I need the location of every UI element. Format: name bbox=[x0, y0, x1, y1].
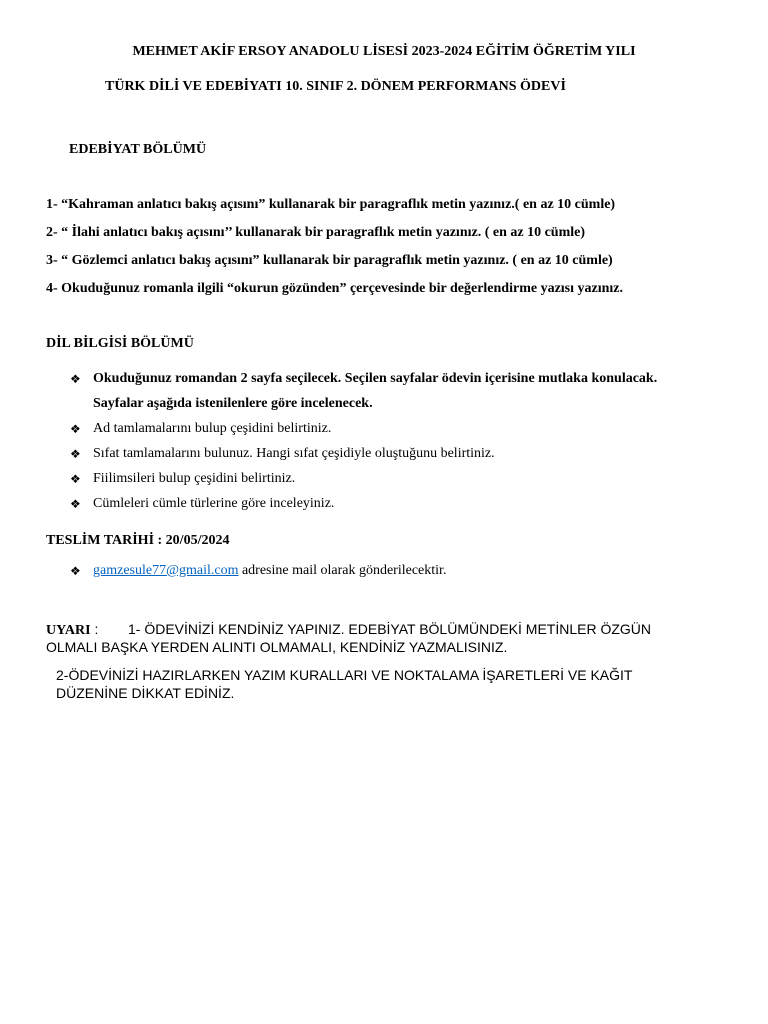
warning-label-row bbox=[46, 620, 98, 640]
grammar-item: Fiilimsileri bulup çeşidini belirtiniz. bbox=[93, 471, 296, 486]
email-link[interactable]: gamzesule77@gmail.com bbox=[93, 563, 239, 578]
assignment-title: TÜRK DİLİ VE EDEBİYATI 10. SINIF 2. DÖNEM PERFORMANS ÖDEVİ bbox=[105, 79, 566, 94]
grammar-item: Ad tamlamalarını bulup çeşidini belirtiniz. bbox=[93, 421, 332, 436]
warning-line: 2-ÖDEVİNİZİ HAZIRLARKEN YAZIM KURALLARI VE NOKTALAMA İŞARETLERİ VE KAĞIT bbox=[56, 667, 633, 683]
diamond-bullet-icon: ❖ bbox=[70, 422, 81, 436]
warning-line: DÜZENİNE DİKKAT EDİNİZ. bbox=[56, 685, 235, 701]
warning-line: OLMALI BAŞKA YERDEN ALINTI OLMAMALI, KENDİNİZ YAZMALISINIZ. bbox=[46, 639, 508, 655]
school-title: MEHMET AKİF ERSOY ANADOLU LİSESİ 2023-2024 EĞİTİM ÖĞRETİM YILI bbox=[132, 44, 636, 59]
literature-item: 1- “Kahraman anlatıcı bakış açısını” kullanarak bir paragraflık metin yazınız.( en az 10 cümle) bbox=[46, 197, 616, 212]
delivery-date: TESLİM TARİHİ : 20/05/2024 bbox=[46, 533, 230, 548]
diamond-bullet-icon: ❖ bbox=[70, 372, 81, 386]
literature-item: 4- Okuduğunuz romanla ilgili “okurun gözünden” çerçevesinde bir değerlendirme yazısı yazınız. bbox=[46, 281, 624, 296]
literature-item: 3- “ Gözlemci anlatıcı bakış açısını” kullanarak bir paragraflık metin yazınız. ( en az 10 cümle) bbox=[46, 253, 613, 268]
grammar-main-instruction-cont: Sayfalar aşağıda istenilenlere göre incelenecek. bbox=[93, 396, 373, 411]
warning-label: UYARI bbox=[46, 623, 91, 638]
literature-item: 2- “ İlahi anlatıcı bakış açısını’’ kullanarak bir paragraflık metin yazınız. ( en az 10 cümle) bbox=[46, 225, 586, 240]
literature-heading: EDEBİYAT BÖLÜMÜ bbox=[69, 142, 207, 157]
grammar-heading: DİL BİLGİSİ BÖLÜMÜ bbox=[46, 336, 194, 351]
delivery-suffix: adresine mail olarak gönderilecektir. bbox=[238, 563, 447, 578]
grammar-main-instruction: Okuduğunuz romandan 2 sayfa seçilecek. Seçilen sayfalar ödevin içerisine mutlaka konulacak. bbox=[93, 371, 658, 386]
delivery-instruction bbox=[93, 562, 446, 580]
grammar-item: Sıfat tamlamalarını bulunuz. Hangi sıfat çeşidiyle oluştuğunu belirtiniz. bbox=[93, 446, 495, 461]
warning-line: 1- ÖDEVİNİZİ KENDİNİZ YAPINIZ. EDEBİYAT BÖLÜMÜNDEKİ METİNLER ÖZGÜN bbox=[128, 621, 652, 637]
diamond-bullet-icon: ❖ bbox=[70, 472, 81, 486]
grammar-item: Cümleleri cümle türlerine göre inceleyiniz. bbox=[93, 496, 335, 511]
warning-colon: : bbox=[90, 621, 99, 637]
diamond-bullet-icon: ❖ bbox=[70, 497, 81, 511]
diamond-bullet-icon: ❖ bbox=[70, 447, 81, 461]
diamond-bullet-icon: ❖ bbox=[70, 564, 81, 578]
